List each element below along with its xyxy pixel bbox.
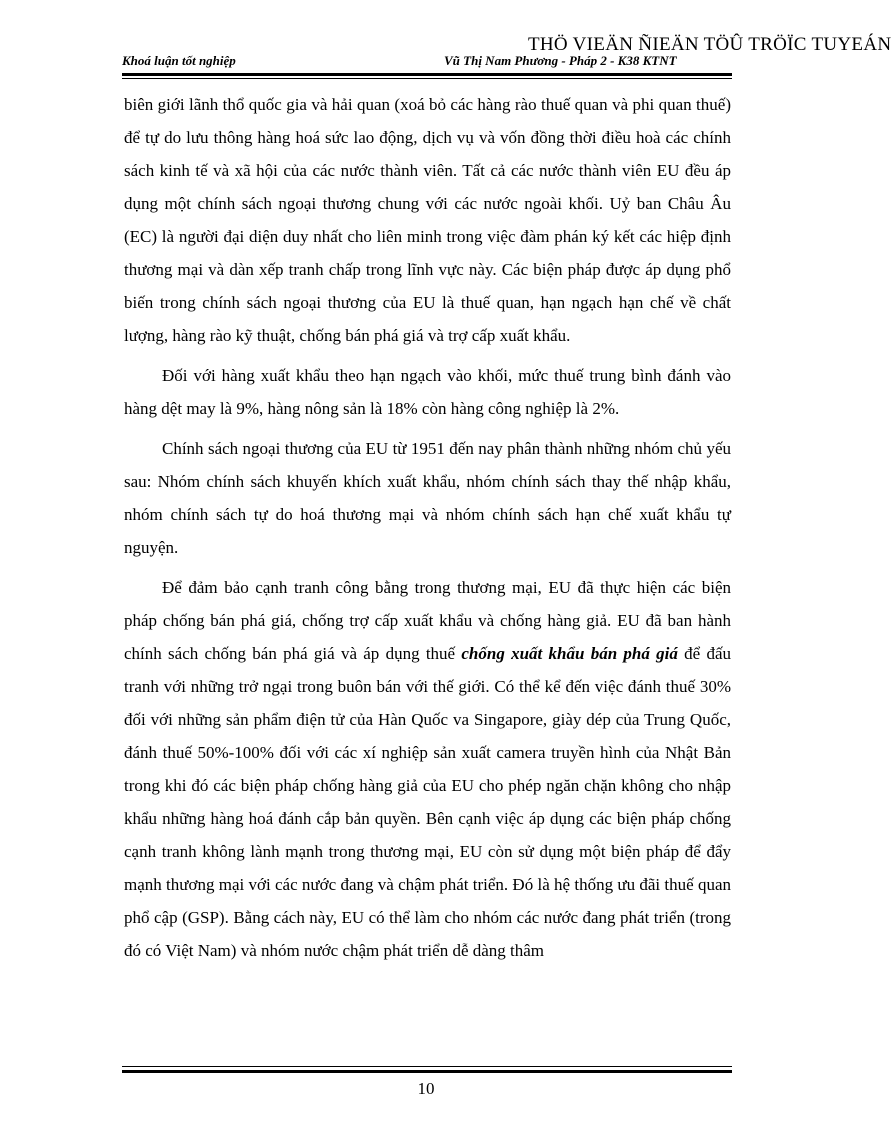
footer-rule-thin bbox=[122, 1066, 732, 1067]
footer-rule-thick bbox=[122, 1070, 732, 1073]
paragraph-4-emphasis: chống xuất khẩu bán phá giá bbox=[461, 644, 678, 663]
paragraph-2: Đối với hàng xuất khẩu theo hạn ngạch vào khối, mức thuế trung bình đánh vào hàng dệt may là 9%, hàng nông sản là 18% còn hàng công nghiệp là 2%. bbox=[124, 366, 731, 418]
watermark-text: THÖ VIEÄN ÑIEÄN TÖÛ TRÖÏC TUYEÁN bbox=[528, 34, 891, 55]
paragraph-4-intro: Để đảm bảo cạnh tranh công bằng trong thương mại, EU đã thực hiện các biện pháp chống bán phá giá, chống trợ cấp xuất khẩu và chống hàng giả. EU đã ban hành chính sách chống bán phá giá và áp dụng thuế bbox=[124, 578, 731, 663]
header-rule-thick bbox=[122, 73, 732, 76]
paragraph-3: Chính sách ngoại thương của EU từ 1951 đến nay phân thành những nhóm chủ yếu sau: Nhóm chính sách khuyến khích xuất khẩu, nhóm chính sách thay thế nhập khẩu, nhóm chính sách tự do hoá thương mại và nhóm chính sách hạn chế xuất khẩu tự nguyện. bbox=[124, 439, 731, 557]
header-rule-thin bbox=[122, 78, 732, 79]
page-body bbox=[124, 88, 731, 967]
paragraph-4 bbox=[124, 571, 731, 967]
page-header bbox=[122, 53, 732, 71]
paragraph-1: biên giới lãnh thổ quốc gia và hải quan (xoá bỏ các hàng rào thuế quan và phi quan thuế) để tự do lưu thông hàng hoá sức lao động, dịch vụ và vốn đồng thời điều hoà các chính sách kinh tế và xã hội của các nước thành viên. Tất cả các nước thành viên EU đều áp dụng một chính sách ngoại thương chung với các nước ngoài khối. Uỷ ban Châu Âu (EC) là người đại diện duy nhất cho liên minh trong việc đàm phán ký kết các hiệp định thương mại và dàn xếp tranh chấp trong lĩnh vực này. Các biện pháp được áp dụng phổ biến trong chính sách ngoại thương của EU là thuế quan, hạn ngạch hạn chế về chất lượng, hàng rào kỹ thuật, chống bán phá giá và trợ cấp xuất khẩu. bbox=[124, 95, 731, 345]
paragraph-4-rest: để đấu tranh với những trở ngại trong buôn bán với thế giới. Có thể kể đến việc đánh thuế 30% đối với những sản phẩm điện tử của Hàn Quốc va Singapore, giày dép của Trung Quốc, đánh thuế 50%-100% đối với các xí nghiệp sản xuất camera truyền hình của Nhật Bản trong khi đó các biện pháp chống hàng giả của EU cho phép ngăn chặn không cho nhập khẩu những hàng hoá đánh cắp bản quyền. Bên cạnh việc áp dụng các biện pháp chống cạnh tranh không lành mạnh trong thương mại, EU còn sử dụng một biện pháp để đẩy mạnh thương mại với các nước đang và chậm phát triển. Đó là hệ thống ưu đãi thuế quan phổ cập (GSP). Bằng cách này, EU có thể làm cho nhóm các nước đang phát triển (trong đó có Việt Nam) và nhóm nước chậm phát triển dễ dàng thâm bbox=[124, 644, 731, 960]
page-number: 10 bbox=[417, 1079, 435, 1098]
header-author-label: Vũ Thị Nam Phương - Pháp 2 - K38 KTNT bbox=[444, 53, 677, 68]
header-thesis-label: Khoá luận tốt nghiệp bbox=[122, 53, 236, 68]
